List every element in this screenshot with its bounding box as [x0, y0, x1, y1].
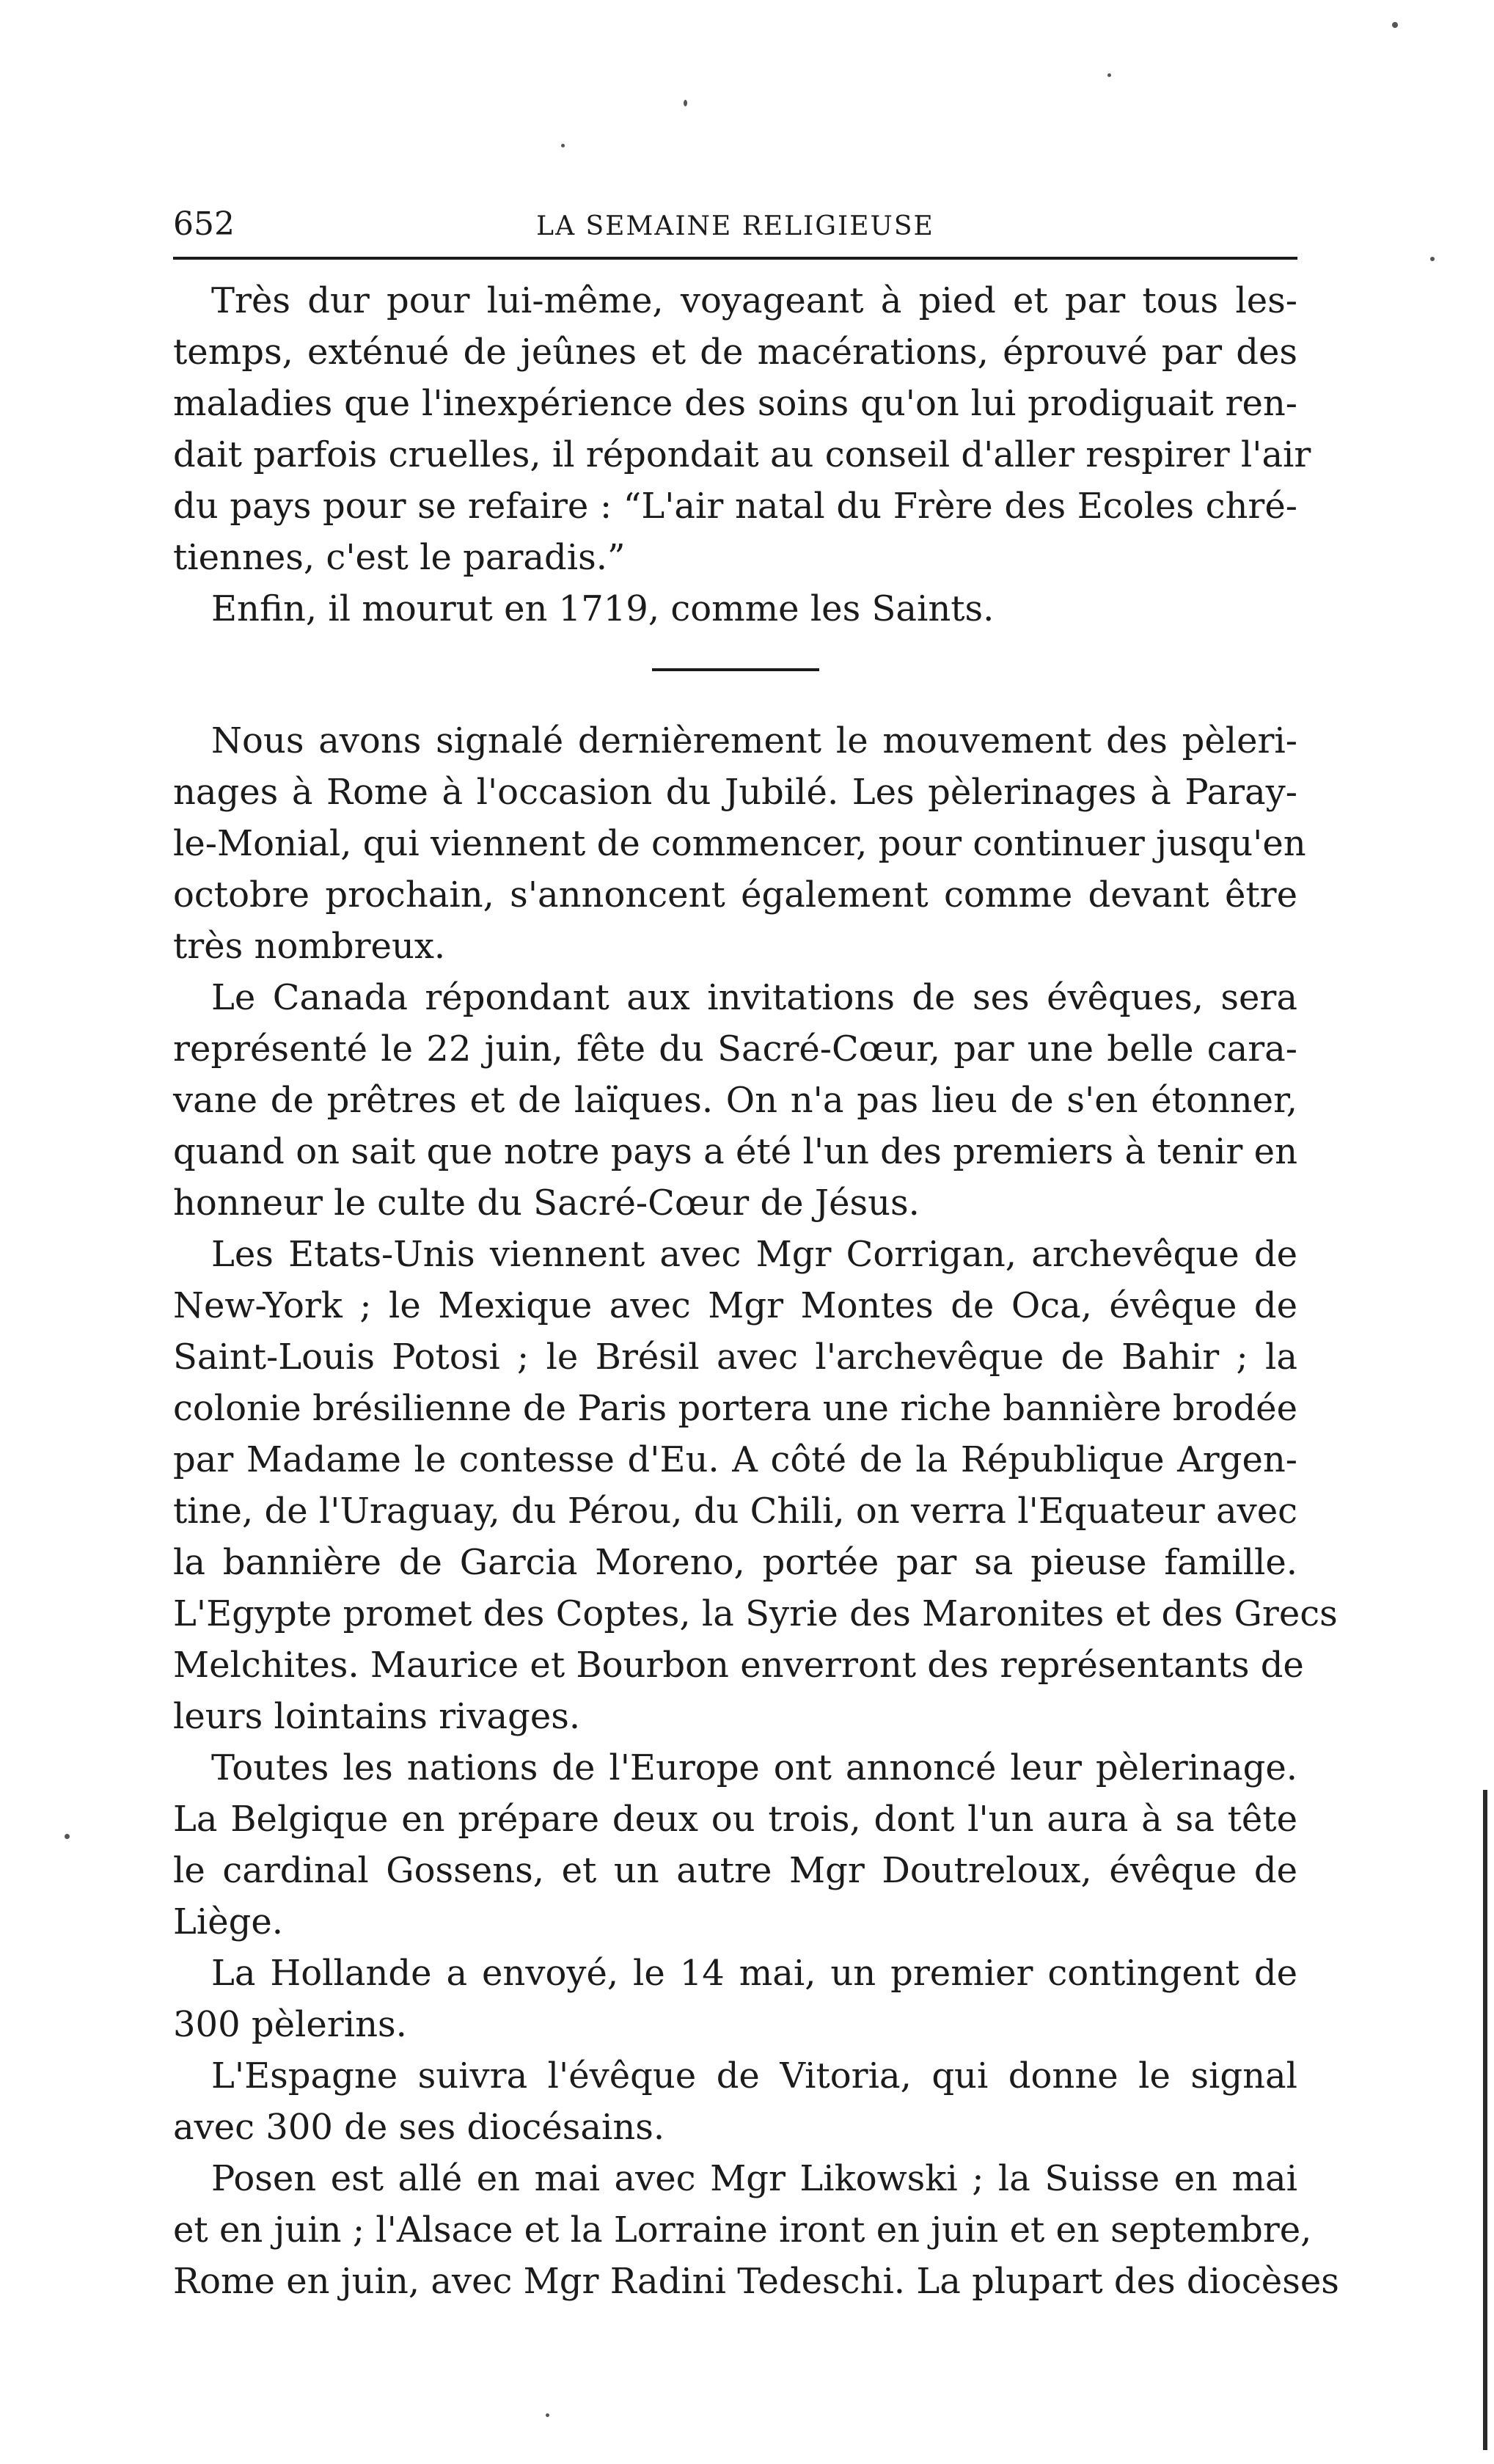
text-line: et en juin ; l'Alsace et la Lorraine iront en juin et en septembre,	[173, 2209, 1312, 2251]
paragraph	[173, 1229, 1338, 1742]
text-line: nages à Rome à l'occasion du Jubilé. Les pèlerinages à Paray-	[173, 772, 1297, 813]
paragraph	[173, 972, 1297, 1229]
text-line: par Madame le contesse d'Eu. A côté de la République Argen-	[173, 1439, 1297, 1480]
text-line: avec 300 de ses diocésains.	[173, 2107, 665, 2148]
text-line: L'Egypte promet des Coptes, la Syrie des Maronites et des Grecs	[173, 1593, 1338, 1634]
text-line: du pays pour se refaire : “L'air natal du Frère des Ecoles chré-	[173, 486, 1297, 527]
paragraph	[173, 1948, 1297, 2050]
text-line: La Hollande a envoyé, le 14 mai, un premier contingent de	[211, 1953, 1297, 1994]
text-line: Nous avons signalé dernièrement le mouvement des pèleri-	[211, 720, 1297, 761]
text-line: La Belgique en prépare deux ou trois, dont l'un aura à sa tête	[173, 1799, 1297, 1840]
text-line: la bannière de Garcia Moreno, portée par sa pieuse famille.	[173, 1542, 1297, 1583]
text-line: quand on sait que notre pays a été l'un des premiers à tenir en	[173, 1131, 1297, 1172]
scan-speck	[1430, 257, 1435, 261]
text-line: Liège.	[173, 1901, 284, 1942]
text-line: Saint-Louis Potosi ; le Brésil avec l'archevêque de Bahir ; la	[173, 1337, 1297, 1378]
text-line: le-Monial, qui viennent de commencer, pour continuer jusqu'en	[173, 823, 1306, 864]
paragraph	[173, 715, 1306, 972]
text-line: Le Canada répondant aux invitations de ses évêques, sera	[211, 977, 1297, 1018]
text-line: Les Etats-Unis viennent avec Mgr Corrigan, archevêque de	[211, 1234, 1297, 1275]
text-line: très nombreux.	[173, 926, 446, 967]
text-line: vane de prêtres et de laïques. On n'a pas lieu de s'en étonner,	[173, 1080, 1297, 1121]
text-line: le cardinal Gossens, et un autre Mgr Doutreloux, évêque de	[173, 1850, 1297, 1891]
section-pelerinages	[173, 715, 1339, 2307]
text-line: honneur le culte du Sacré-Cœur de Jésus.	[173, 1182, 920, 1224]
text-line: tiennes, c'est le paradis.”	[173, 537, 626, 578]
header-rule	[173, 257, 1297, 260]
text-line: maladies que l'inexpérience des soins qu'on lui prodiguait ren-	[173, 383, 1297, 424]
scan-speck	[561, 144, 565, 147]
scan-speck	[1107, 73, 1111, 77]
text-line: octobre prochain, s'annoncent également comme devant être	[173, 874, 1297, 915]
running-title: LA SEMAINE RELIGIEUSE	[536, 211, 934, 241]
text-line: temps, exténué de jeûnes et de macérations, éprouvé par des	[173, 332, 1297, 373]
text-line: New-York ; le Mexique avec Mgr Montes de Oca, évêque de	[173, 1285, 1297, 1326]
text-line: représenté le 22 juin, fête du Sacré-Cœur, par une belle cara-	[173, 1028, 1297, 1070]
page-header	[173, 204, 1297, 248]
paragraph	[173, 2153, 1339, 2307]
paragraph	[173, 1742, 1297, 1948]
page-edge-shadow	[1483, 1790, 1487, 2450]
text-line: dait parfois cruelles, il répondait au conseil d'aller respirer l'air	[173, 434, 1311, 475]
section-la-salle	[173, 275, 1311, 635]
text-line: Rome en juin, avec Mgr Radini Tedeschi. La plupart des diocèses	[173, 2261, 1339, 2302]
scan-speck	[546, 2413, 549, 2417]
scan-speck	[1392, 22, 1398, 28]
text-line: 300 pèlerins.	[173, 2004, 407, 2045]
scan-speck	[684, 100, 687, 106]
text-line: leurs lointains rivages.	[173, 1696, 581, 1737]
text-line: tine, de l'Uraguay, du Pérou, du Chili, on verra l'Equateur avec	[173, 1491, 1297, 1532]
text-line: Toutes les nations de l'Europe ont annoncé leur pèlerinage.	[211, 1747, 1297, 1788]
paragraph	[173, 2050, 1297, 2153]
page-number: 652	[173, 205, 235, 243]
text-line: Très dur pour lui-même, voyageant à pied et par tous les-	[211, 280, 1297, 321]
text-line: Posen est allé en mai avec Mgr Likowski ; la Suisse en mai	[211, 2158, 1297, 2199]
article-body	[173, 275, 1339, 2307]
text-line: Enfin, il mourut en 1719, comme les Saints.	[211, 588, 995, 629]
text-line: Melchites. Maurice et Bourbon enverront des représentants de	[173, 1645, 1304, 1686]
section-divider	[652, 668, 819, 671]
scan-speck	[65, 1834, 70, 1839]
text-line: colonie brésilienne de Paris portera une riche bannière brodée	[173, 1388, 1297, 1429]
text-line: L'Espagne suivra l'évêque de Vitoria, qui donne le signal	[211, 2055, 1297, 2096]
